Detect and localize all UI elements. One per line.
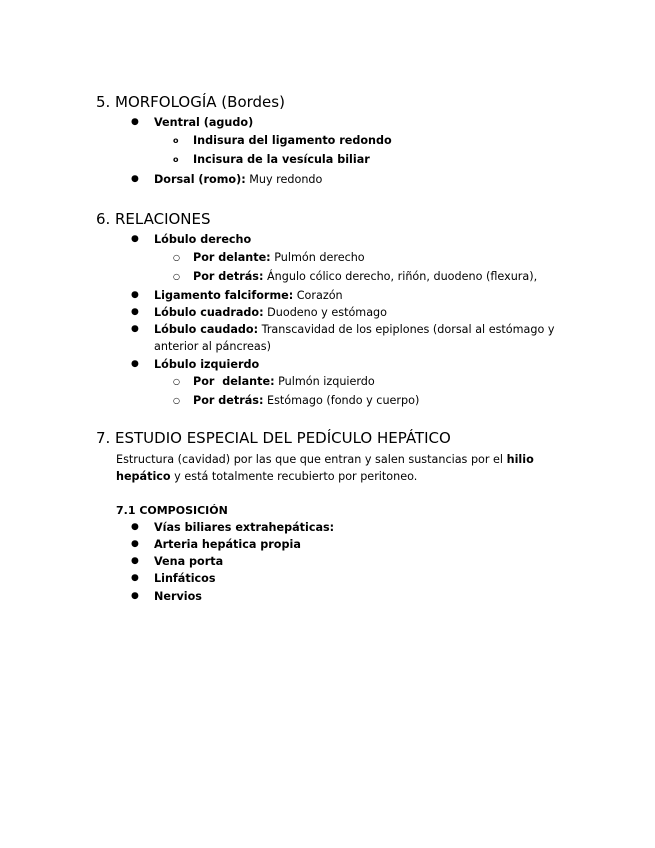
bullet-icon: ○	[173, 272, 180, 281]
list-item-falciforme	[154, 287, 343, 304]
item-label: Lóbulo derecho	[154, 233, 252, 246]
item-label: Lóbulo cuadrado:	[154, 306, 264, 319]
bullet-icon: ○	[173, 396, 180, 405]
paragraph-text: Estructura (cavidad) por las que que entran y salen sustancias por el	[116, 453, 507, 466]
bullet-icon: ●	[131, 573, 139, 583]
bullet-icon: ●	[131, 324, 139, 334]
list-item-lobulo-izquierdo	[154, 356, 259, 373]
bullet-icon: ●	[131, 290, 139, 300]
list-item-dorsal	[154, 171, 322, 188]
item-label: Ligamento falciforme:	[154, 289, 294, 302]
item-label: Lóbulo izquierdo	[154, 358, 260, 371]
list-item-derecho-detras	[193, 268, 537, 285]
list-item-composicion	[154, 536, 301, 553]
list-item-composicion	[154, 553, 223, 570]
bullet-icon: ○	[173, 377, 180, 386]
list-item-caudado	[154, 321, 555, 338]
item-label: Por delante:	[193, 251, 271, 264]
section-7-title: ESTUDIO ESPECIAL DEL PEDÍCULO HEPÁTICO	[115, 429, 451, 447]
paragraph-bold: hepático	[116, 470, 171, 483]
item-text: Ángulo cólico derecho, riñón, duodeno (flexura),	[263, 270, 538, 283]
paragraph-line-1	[116, 451, 534, 468]
bullet-icon: ●	[131, 591, 139, 601]
section-5-title: MORFOLOGÍA (Bordes)	[115, 93, 285, 111]
item-label: Vena porta	[154, 555, 224, 568]
list-item-izquierdo-detras	[193, 392, 419, 409]
list-item-composicion	[154, 570, 216, 587]
item-label: Incisura de la vesícula biliar	[193, 153, 370, 166]
item-label: Por detrás:	[193, 270, 264, 283]
item-label: Dorsal (romo):	[154, 173, 246, 186]
bullet-icon: ●	[131, 522, 139, 532]
list-item-caudado-continued	[154, 338, 271, 355]
bullet-icon: ●	[131, 307, 139, 317]
subsection-7-1-heading: 7.1 COMPOSICIÓN	[116, 504, 228, 517]
list-item-derecho-delante	[193, 249, 365, 266]
item-label: Vías biliares extrahepáticas:	[154, 521, 335, 534]
list-item-cuadrado	[154, 304, 387, 321]
bullet-icon: ●	[131, 174, 139, 184]
item-label: Arteria hepática propia	[154, 538, 301, 551]
bullet-icon: ●	[131, 539, 139, 549]
bullet-icon: o	[173, 136, 179, 145]
item-label: Indisura del ligamento redondo	[193, 134, 392, 147]
item-text: Pulmón derecho	[270, 251, 365, 264]
section-7-number: 7.	[96, 429, 111, 447]
item-label: Lóbulo caudado:	[154, 323, 259, 336]
item-label: Ventral (agudo)	[154, 116, 254, 129]
section-7-heading	[96, 428, 451, 448]
item-text: Muy redondo	[245, 173, 323, 186]
bullet-icon: ●	[131, 359, 139, 369]
item-label: Por delante:	[193, 375, 275, 388]
item-text: Duodeno y estómago	[263, 306, 387, 319]
paragraph-line-2	[116, 468, 417, 485]
item-label: Por detrás:	[193, 394, 264, 407]
section-6-number: 6.	[96, 210, 111, 228]
list-item-composicion	[154, 519, 334, 536]
paragraph-bold: hilio	[506, 453, 534, 466]
list-item-ventral-b	[193, 151, 370, 168]
item-label: Linfáticos	[154, 572, 216, 585]
list-item-composicion	[154, 588, 202, 605]
section-6-title: RELACIONES	[115, 210, 211, 228]
bullet-icon: ●	[131, 556, 139, 566]
list-item-ventral	[154, 114, 253, 131]
list-item-lobulo-derecho	[154, 231, 251, 248]
section-5-number: 5.	[96, 93, 111, 111]
bullet-icon: ○	[173, 253, 180, 262]
list-item-ventral-a	[193, 132, 392, 149]
item-text: anterior al páncreas)	[154, 340, 271, 353]
paragraph-text: y está totalmente recubierto por peritoneo.	[170, 470, 418, 483]
bullet-icon: ●	[131, 117, 139, 127]
item-text: Corazón	[293, 289, 343, 302]
item-text: Estómago (fondo y cuerpo)	[263, 394, 420, 407]
section-5-heading	[96, 92, 285, 112]
item-text: Transcavidad de los epiplones (dorsal al estómago y	[258, 323, 555, 336]
list-item-izquierdo-delante	[193, 373, 375, 390]
item-text: Pulmón izquierdo	[274, 375, 375, 388]
section-6-heading	[96, 209, 211, 229]
item-label: Nervios	[154, 590, 202, 603]
bullet-icon: ●	[131, 234, 139, 244]
bullet-icon: o	[173, 155, 179, 164]
